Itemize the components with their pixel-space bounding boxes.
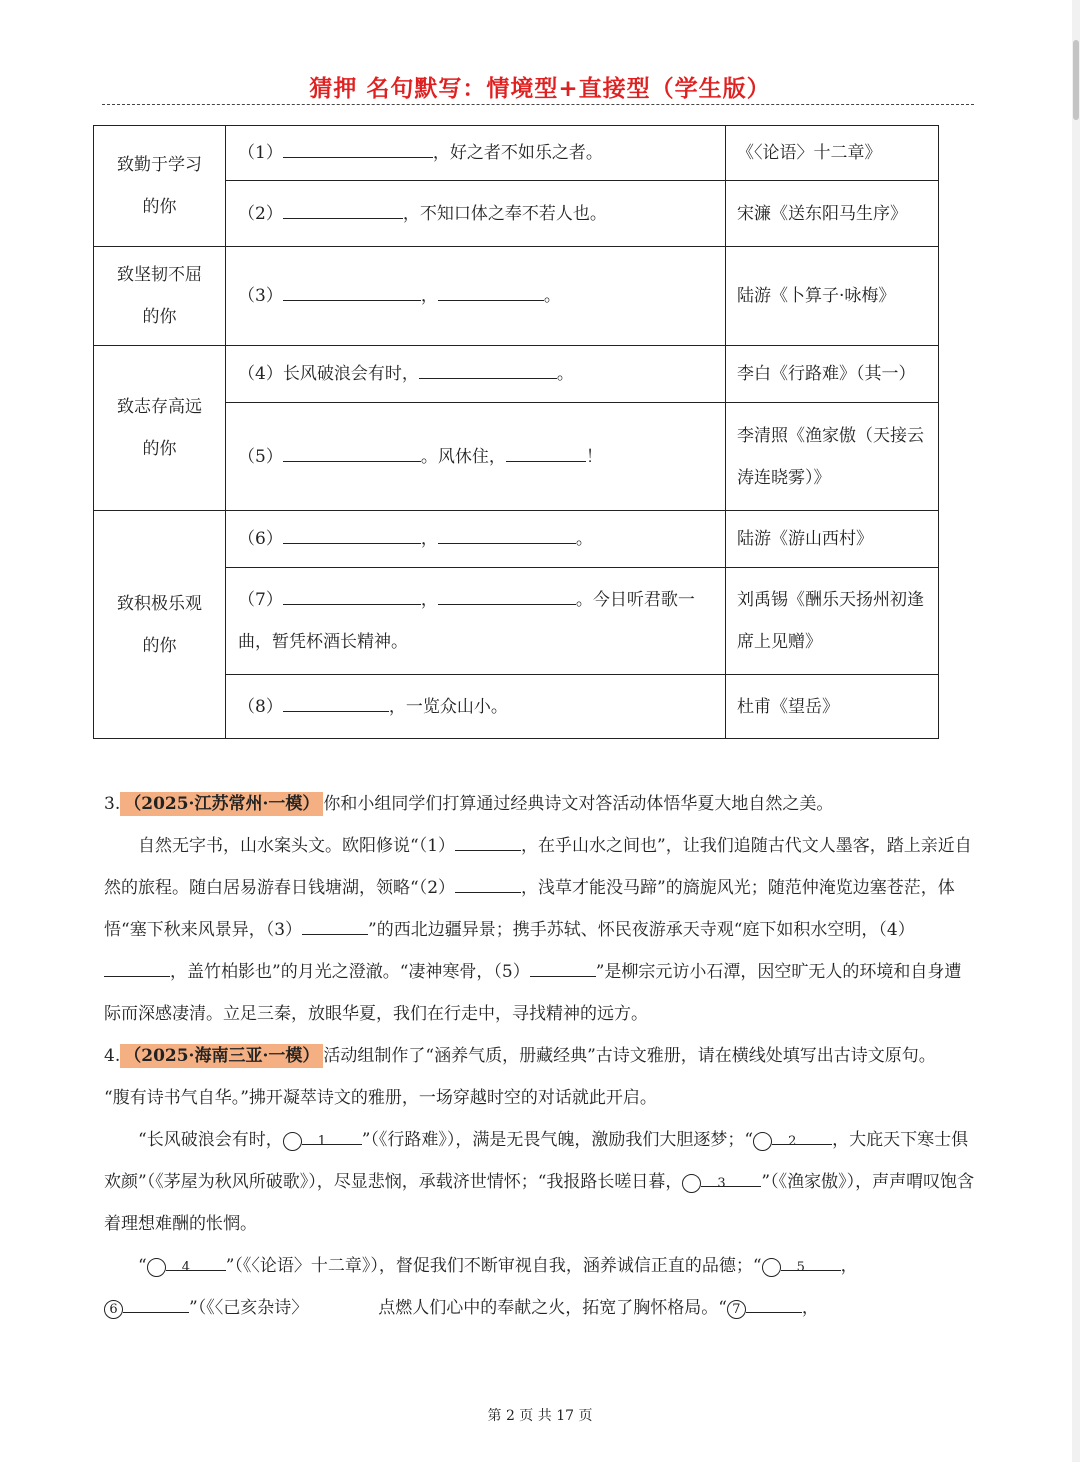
paragraph-text: ”（《渔家傲》），声声喟叹饱含着理想难酬的怅惘。 [104, 1172, 975, 1234]
page-footer: 第 2 页 共 17 页 [487, 1408, 593, 1424]
source-label: 李白《行路难》（其一） [737, 364, 916, 384]
table-row [94, 511, 939, 568]
table-row [94, 346, 939, 403]
answer-blank[interactable] [781, 1248, 841, 1271]
source-label: 杜甫《望岳》 [737, 696, 839, 717]
question-cell [226, 403, 726, 511]
question-text: 。 [575, 529, 593, 549]
blank-number: 2 [753, 1132, 772, 1151]
question-number: 3. [104, 794, 121, 814]
source-label: 陆游《卜算子·咏梅》 [737, 286, 896, 306]
question-prefix: （1） [238, 143, 283, 163]
source-tag: （2025·海南三亚·一模） [120, 1044, 323, 1068]
answer-blank[interactable] [438, 523, 576, 544]
category-cell [94, 126, 226, 247]
source-cell [726, 126, 939, 181]
paragraph-text: ，盖竹柏影也”的月光之澄澈。“凄神寒骨，（5） [170, 962, 530, 982]
question-prefix: （7） [238, 590, 283, 610]
category-cell [94, 247, 226, 346]
answer-blank[interactable] [438, 280, 544, 301]
answer-blank[interactable] [530, 954, 596, 977]
answer-blank[interactable] [283, 280, 421, 301]
paragraph-text: ”的西北边疆异景；携手苏轼、怀民夜游承天寺观“庭下如积水空明，（4） [368, 920, 915, 940]
category-cell [94, 511, 226, 739]
question-text: 。 [543, 286, 561, 306]
poem-table [93, 125, 939, 739]
source-label: 宋濂《送东阳马生序》 [737, 203, 907, 224]
category-label: 致坚韧不屈 [117, 265, 202, 285]
question-prefix: （6） [238, 529, 283, 549]
category-label: 致志存高远 [117, 397, 202, 417]
category-label: 的你 [142, 307, 177, 327]
answer-blank[interactable] [302, 1122, 362, 1145]
paragraph-text: 点燃人们心中的奉献之火，拓宽了胸怀格局。“ [378, 1298, 727, 1318]
answer-blank[interactable] [419, 358, 557, 379]
category-label: 的你 [142, 197, 177, 217]
question-cell [226, 675, 726, 739]
paragraph-text: ，大庇天下寒士俱欢颜”（《茅屋为秋风所破歌》），尽显悲悯，承载济世情怀；“我报路长嗟日暮， [104, 1130, 969, 1192]
paragraph-text: “长风破浪会有时， [138, 1130, 283, 1150]
paragraph-text: 自然无字书，山水案头文。欧阳修说“（1） [138, 836, 456, 856]
source-label: 李清照《渔家傲（天接云涛连晓雾）》 [737, 425, 924, 488]
category-cell [94, 346, 226, 511]
source-cell [726, 675, 939, 739]
question-text: 。今日听君歌一曲，暂凭杯酒长精神。 [238, 590, 695, 652]
question-cell [226, 346, 726, 403]
question-cell [226, 568, 726, 675]
answer-blank[interactable] [772, 1122, 832, 1145]
blank-number: 1 [283, 1132, 302, 1151]
question-cell [226, 181, 726, 247]
paragraph-text: ，在乎山水之间也”，让我们追随古代文人墨客，踏上亲近自然的旅程。随白居易游春日钱塘湖，领略“（2） [104, 836, 972, 898]
source-label: 刘禹锡《酬乐天扬州初逢席上见赠》 [737, 590, 924, 652]
paragraph-text: ， [840, 1256, 858, 1276]
category-label: 的你 [142, 635, 177, 656]
paragraph-text: ”（《〈论语〉十二章》），督促我们不断审视自我，涵养诚信正直的品德；“ [225, 1256, 762, 1276]
paragraph-text: ”是柳宗元访小石潭，因空旷无人的环境和自身遭际而深感凄清。立足三秦，放眼华夏，我们在行走中，寻找精神的远方。 [104, 962, 962, 1024]
question-text: ， [420, 590, 438, 610]
blank-number: 7 [727, 1300, 746, 1319]
source-cell [726, 403, 939, 511]
question-paragraph [104, 1287, 978, 1329]
source-label: 《〈论语〉十二章》 [737, 143, 882, 163]
blank-number: 4 [147, 1258, 166, 1277]
answer-blank[interactable] [302, 912, 368, 935]
answer-blank[interactable] [283, 198, 403, 219]
answer-blank[interactable] [283, 584, 421, 605]
answer-blank[interactable] [701, 1164, 761, 1187]
question-text: ！ [585, 446, 603, 467]
question-intro: 活动组制作了“涵养气质，册藏经典”古诗文雅册，请在横线处填写出古诗文原句。 [323, 1046, 936, 1066]
category-label: 致勤于学习 [117, 155, 202, 175]
question-cell [226, 511, 726, 568]
answer-blank[interactable] [283, 137, 433, 158]
question-prefix: （8） [238, 696, 283, 717]
source-cell [726, 511, 939, 568]
answer-blank[interactable] [438, 584, 576, 605]
category-label: 的你 [142, 439, 177, 459]
question-prefix: （5） [238, 446, 283, 467]
question-text: ， [420, 286, 438, 306]
page-title: 猜押 名句默写：情境型+直接型（学生版） [309, 76, 771, 102]
question-paragraph [104, 1245, 978, 1287]
question-cell [226, 126, 726, 181]
question-4 [104, 1035, 978, 1329]
answer-blank[interactable] [104, 954, 170, 977]
table-row [94, 126, 939, 181]
paragraph-text: ，浅草才能没马蹄”的旖旎风光；随范仲淹览边塞苍茫，体悟“塞下秋来风景异，（3） [104, 878, 955, 940]
source-cell [726, 247, 939, 346]
answer-blank[interactable] [123, 1290, 189, 1313]
paragraph-text: ”（《〈己亥杂诗〉 [189, 1298, 309, 1318]
answer-blank[interactable] [283, 441, 421, 462]
source-cell [726, 568, 939, 675]
question-text: ，好之者不如乐之者。 [432, 143, 603, 163]
source-cell [726, 181, 939, 247]
question-cell [226, 247, 726, 346]
answer-blank[interactable] [283, 523, 421, 544]
answer-blank[interactable] [455, 828, 521, 851]
source-tag: （2025·江苏常州·一模） [120, 792, 323, 816]
question-number: 4. [104, 1046, 121, 1066]
blank-number: 5 [762, 1258, 781, 1277]
question-intro: 你和小组同学们打算通过经典诗文对答活动体悟华夏大地自然之美。 [323, 794, 834, 814]
category-label: 致积极乐观 [117, 593, 202, 614]
question-text: 。 [556, 364, 574, 384]
question-text: ，不知口体之奉不若人也。 [402, 203, 607, 224]
scrollbar[interactable] [1072, 0, 1080, 1462]
table-row [94, 247, 939, 346]
question-paragraph [104, 1119, 978, 1245]
question-prefix: （4）长风破浪会有时， [238, 364, 419, 384]
blank-number: 6 [104, 1300, 123, 1319]
paragraph-text: ”（《行路难》），满是无畏气魄，激励我们大胆逐梦；“ [361, 1130, 754, 1150]
answer-blank[interactable] [283, 691, 389, 712]
question-prefix: （2） [238, 203, 283, 224]
question-text: 。风休住， [420, 446, 506, 467]
question-text: ， [420, 529, 438, 549]
answer-blank[interactable] [746, 1290, 802, 1313]
paragraph-text: “ [138, 1256, 147, 1276]
source-cell [726, 346, 939, 403]
answer-blank[interactable] [455, 870, 521, 893]
header-divider [102, 104, 974, 105]
answer-blank[interactable] [506, 441, 586, 462]
answer-blank[interactable] [166, 1248, 226, 1271]
question-prefix: （3） [238, 286, 283, 306]
question-text: ，一览众山小。 [388, 696, 508, 717]
question-line: “腹有诗书气自华。”拂开凝萃诗文的雅册，一场穿越时空的对话就此开启。 [104, 1088, 657, 1108]
source-label: 陆游《游山西村》 [737, 529, 873, 549]
paragraph-text: ， [801, 1298, 819, 1318]
question-paragraph [104, 825, 978, 1035]
question-3 [104, 783, 978, 1035]
blank-number: 3 [682, 1174, 701, 1193]
